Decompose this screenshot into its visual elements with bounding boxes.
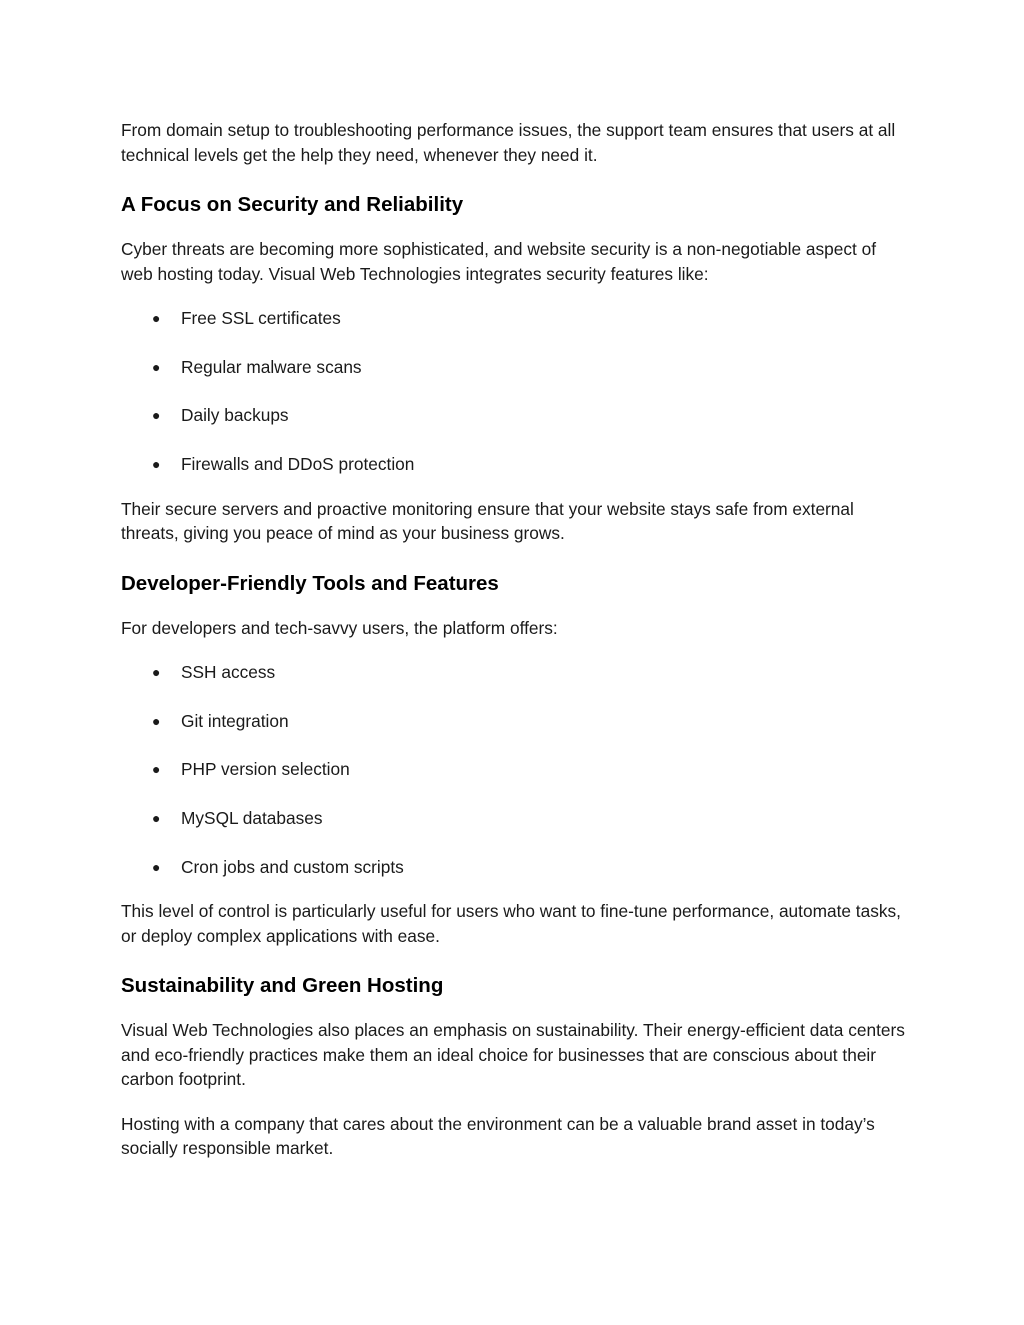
sustainability-heading: Sustainability and Green Hosting — [121, 974, 444, 998]
developer-features-list — [121, 660, 911, 879]
security-lead-paragraph: Cyber threats are becoming more sophisticated, and website security is a non-negotiable aspect of web hosting today. Visual Web Technologies integrates security features like: — [121, 239, 877, 284]
bullet-icon: ● — [152, 310, 161, 326]
list-item-text: Cron jobs and custom scripts — [181, 856, 404, 877]
bullet-icon: ● — [152, 358, 161, 375]
bullet-icon: ● — [152, 810, 161, 827]
list-item-text: SSH access — [181, 662, 276, 683]
list-item-text: Daily backups — [181, 405, 289, 426]
list-item — [121, 855, 911, 880]
list-item-text: PHP version selection — [181, 759, 350, 780]
list-item — [121, 806, 911, 831]
bullet-icon: ● — [152, 858, 161, 875]
security-summary-paragraph: Their secure servers and proactive monitoring ensure that your website stays safe from external threats, giving you peace of mind as your business grows. — [121, 498, 854, 544]
list-item — [121, 757, 911, 782]
list-item-text: Git integration — [181, 710, 289, 731]
bullet-icon: ● — [152, 712, 161, 729]
list-item — [121, 660, 911, 685]
green-hosting-paragraph: Hosting with a company that cares about the environment can be a valuable brand asset in today’s socially responsible market. — [121, 1113, 875, 1159]
list-item — [121, 403, 911, 428]
list-item-text: Free SSL certificates — [181, 308, 341, 328]
security-features-list — [121, 306, 911, 477]
list-item — [121, 452, 911, 477]
document-page — [121, 118, 911, 1161]
bullet-icon: ● — [152, 664, 161, 681]
intro-paragraph: From domain setup to troubleshooting performance issues, the support team ensures that users at all technical levels get the help they need, whenever they need it. — [121, 120, 896, 165]
list-item-text: Regular malware scans — [181, 356, 362, 377]
list-item-text: MySQL databases — [181, 808, 323, 829]
developer-lead-paragraph: For developers and tech-savvy users, the platform offers: — [121, 617, 558, 638]
bullet-icon: ● — [152, 407, 161, 424]
list-item — [121, 709, 911, 734]
developer-summary-paragraph: This level of control is particularly useful for users who want to fine-tune performance, automate tasks, or deploy complex applications with ease. — [121, 901, 901, 946]
bullet-icon: ● — [152, 761, 161, 778]
bullet-icon: ● — [152, 456, 161, 473]
list-item — [121, 355, 911, 380]
list-item — [121, 306, 911, 331]
developer-tools-heading: Developer-Friendly Tools and Features — [121, 571, 499, 595]
list-item-text: Firewalls and DDoS protection — [181, 454, 415, 475]
sustainability-paragraph: Visual Web Technologies also places an emphasis on sustainability. Their energy-efficient data centers and eco-friendly practices make them an ideal choice for businesses that are conscious about their carbon footprint. — [121, 1020, 905, 1090]
security-heading: A Focus on Security and Reliability — [121, 193, 464, 216]
